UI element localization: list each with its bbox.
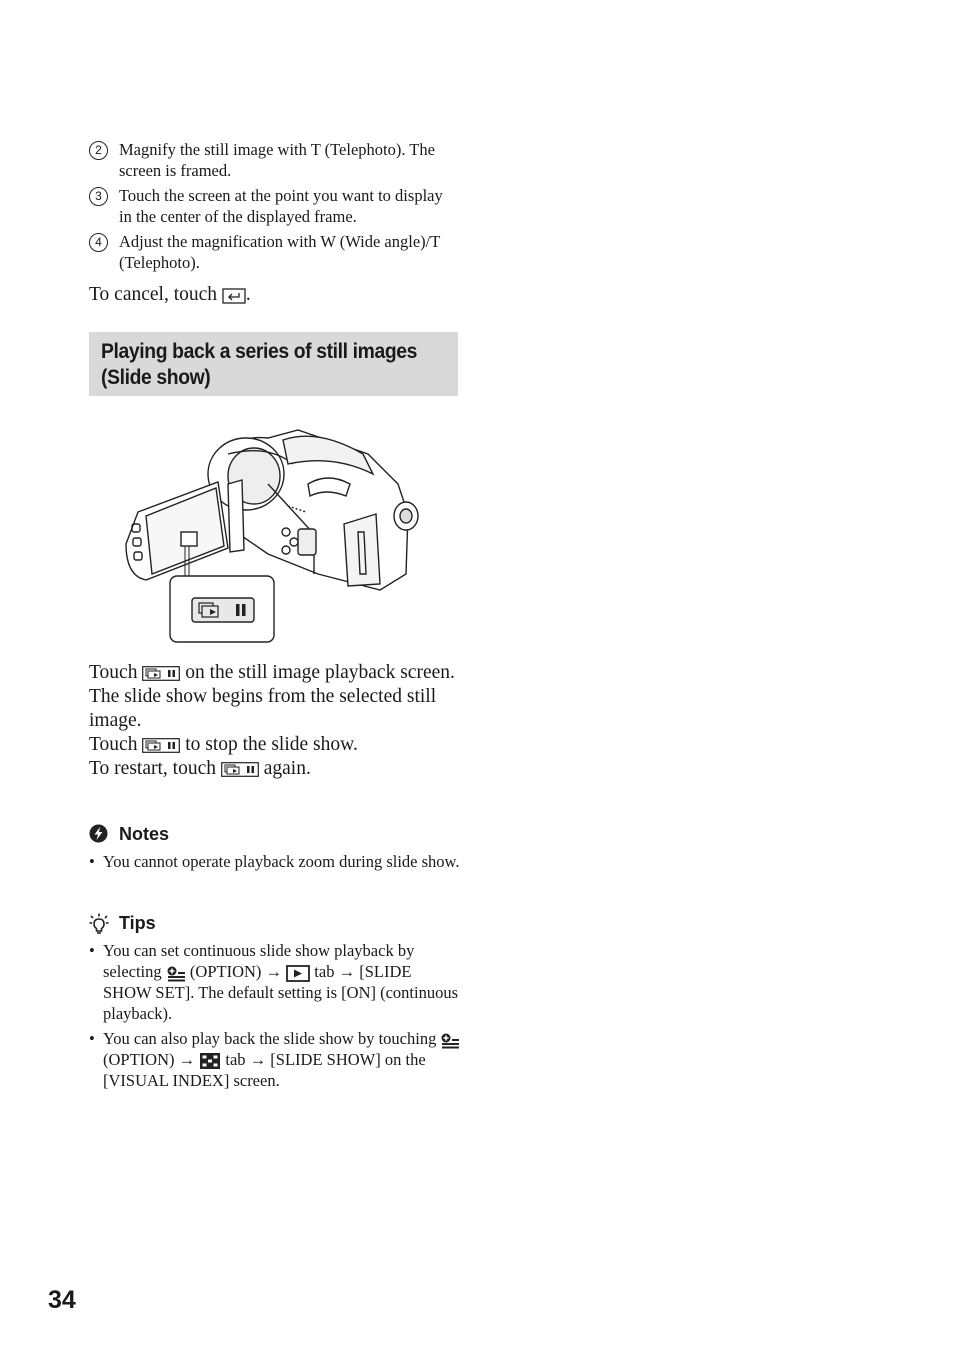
step-number: 4 xyxy=(89,233,108,252)
arrow-icon: → xyxy=(178,1050,196,1069)
begins-text: The slide show begins from the selected still image. xyxy=(89,686,437,731)
camcorder-illustration xyxy=(118,424,428,646)
notes-icon xyxy=(89,824,108,843)
bullet-dot: • xyxy=(89,941,95,960)
step-text: Touch the screen at the point you want to display in the center of the displayed frame. xyxy=(119,186,443,226)
section-heading: Playing back a series of still images (Slide show) xyxy=(101,340,418,389)
option-icon xyxy=(440,1032,460,1049)
tips-1-text-a: You can set continuous slide show playback by selecting xyxy=(103,941,415,981)
tips-1-text-c: tab xyxy=(314,962,335,981)
tips-1-text-b: (OPTION) xyxy=(189,962,262,981)
slideshow-pause-icon xyxy=(142,666,180,681)
arrow-icon: → xyxy=(265,962,283,981)
restart-text-b: again. xyxy=(263,758,311,779)
playback-tab-icon xyxy=(286,965,310,982)
step-4 xyxy=(89,231,459,273)
cancel-instruction xyxy=(89,283,461,307)
step-number: 2 xyxy=(89,141,108,160)
restart-text: To restart, touch xyxy=(89,758,216,779)
arrow-icon: → xyxy=(249,1050,267,1069)
step-number: 3 xyxy=(89,187,108,206)
tips-item-2 xyxy=(89,1028,461,1091)
tips-1-text-d: [SLIDE SHOW SET]. The default setting is [ON] (continuous playback). xyxy=(103,962,459,1023)
step-2 xyxy=(89,139,459,181)
notes-title: Notes xyxy=(119,824,170,844)
step-text: Adjust the magnification with W (Wide angle)/T (Telephoto). xyxy=(119,232,441,272)
touch-text-2b: to stop the slide show. xyxy=(185,734,358,755)
bullet-dot: • xyxy=(89,1029,95,1048)
return-icon xyxy=(222,288,246,304)
tips-2-text-a: You can also play back the slide show by touching xyxy=(103,1029,437,1048)
slideshow-pause-icon xyxy=(142,738,180,753)
page-number: 34 xyxy=(48,1286,76,1314)
step-3 xyxy=(89,185,459,227)
tips-2-text-b: (OPTION) xyxy=(103,1050,175,1069)
touch-text-2: Touch xyxy=(89,734,138,755)
section-heading-box xyxy=(89,332,458,396)
notes-item-text: You cannot operate playback zoom during slide show. xyxy=(103,852,460,871)
notes-item xyxy=(89,851,461,872)
touch-text-1b: on the still image playback screen. xyxy=(185,662,455,683)
option-icon xyxy=(166,965,186,982)
tips-title: Tips xyxy=(119,913,156,933)
tips-item-1 xyxy=(89,940,461,1024)
lightbulb-icon xyxy=(89,913,109,935)
step-text: Magnify the still image with T (Telephoto). The screen is framed. xyxy=(119,140,435,180)
tips-2-text-c: tab xyxy=(225,1050,246,1069)
cancel-period: . xyxy=(245,284,251,305)
instructions xyxy=(89,661,461,781)
slideshow-pause-icon xyxy=(221,762,259,777)
tips-2-text-d: [SLIDE SHOW] on the [VISUAL INDEX] screen. xyxy=(103,1050,426,1091)
arrow-icon: → xyxy=(338,962,356,981)
index-tab-icon xyxy=(199,1052,221,1070)
bullet-dot: • xyxy=(89,852,95,871)
touch-text-1: Touch xyxy=(89,662,138,683)
cancel-text: To cancel, touch xyxy=(89,284,218,305)
